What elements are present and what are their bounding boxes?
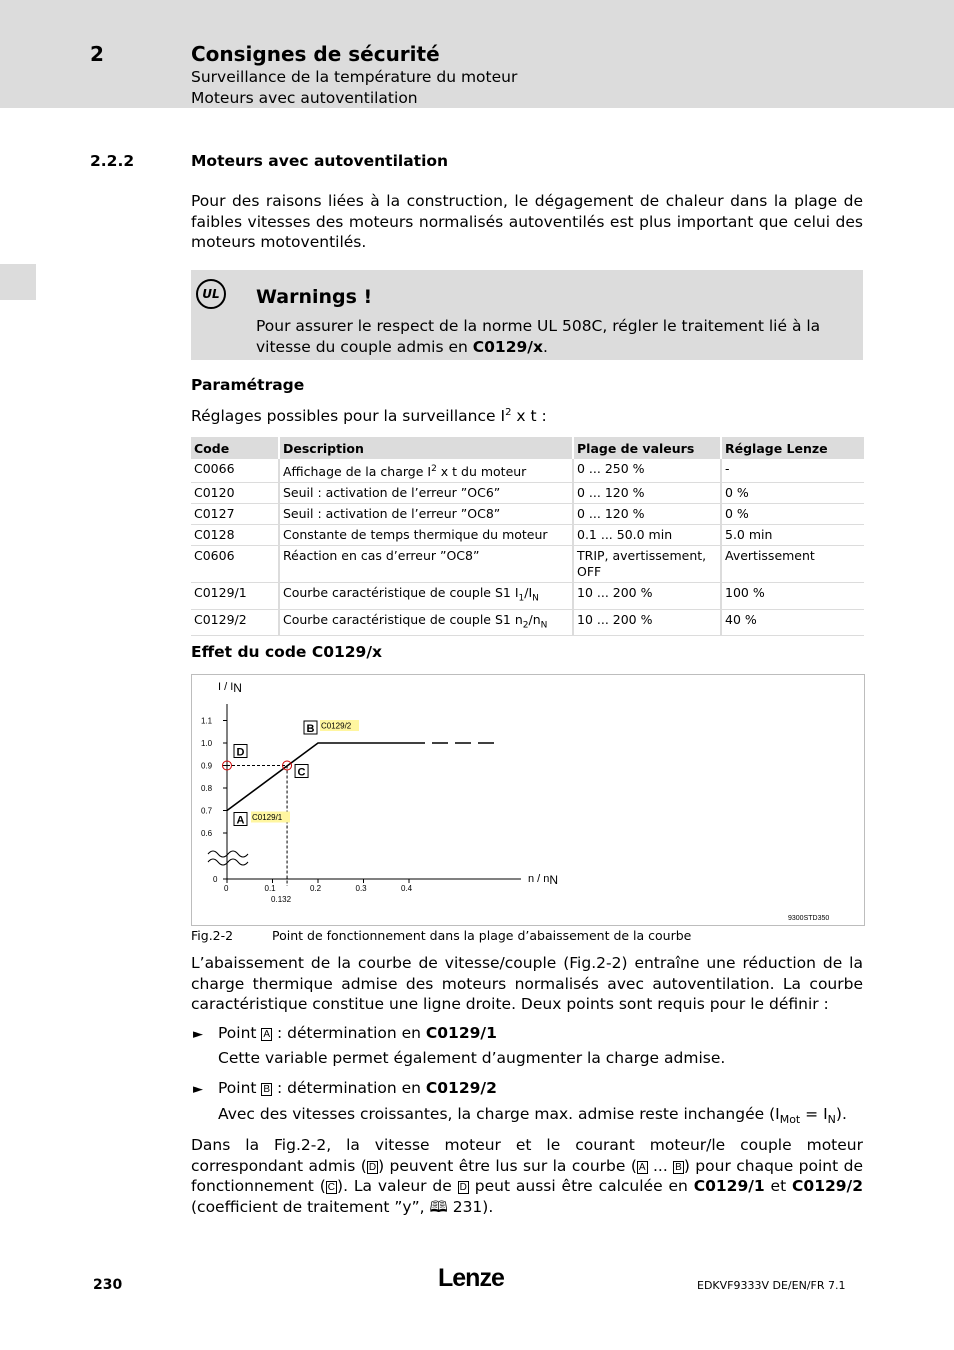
lenze-logo: Lenze xyxy=(438,1264,504,1292)
key-box-d: D xyxy=(459,1182,467,1193)
cell-range: 0 ... 120 % xyxy=(573,483,721,504)
section-number: 2.2.2 xyxy=(90,152,135,170)
table-row xyxy=(191,609,864,636)
point-b-label: B xyxy=(306,723,315,735)
table-row xyxy=(191,504,864,525)
figure-id: 9300STD350 xyxy=(788,915,830,922)
cell-code: C0128 xyxy=(191,525,279,546)
effect-heading: Effet du code C0129/x xyxy=(191,643,383,661)
column-header-description: Description xyxy=(279,437,573,459)
cell-default: 5.0 min xyxy=(721,525,864,546)
derating-chart xyxy=(191,674,864,926)
key-box-a: A xyxy=(638,1161,646,1173)
y-tick-label: 0 xyxy=(213,875,218,884)
key-box-b: B xyxy=(675,1161,682,1173)
key-box-c: C xyxy=(327,1182,336,1193)
cell-code: C0129/1 xyxy=(191,583,279,610)
cell-default: Avertissement xyxy=(721,546,864,583)
cell-range: 0 ... 120 % xyxy=(573,504,721,525)
y-tick-label: 0.6 xyxy=(201,829,213,838)
cell-range: 0.1 ... 50.0 min xyxy=(573,525,721,546)
warning-title: Warnings ! xyxy=(256,286,373,308)
parametrage-heading: Paramétrage xyxy=(191,376,305,394)
key-box-d: D xyxy=(368,1161,377,1173)
cell-code: C0129/2 xyxy=(191,609,279,636)
key-box-a: A xyxy=(263,1029,271,1040)
point-a-label: A xyxy=(236,814,245,827)
cell-description: Réaction en cas d’erreur ”OC8” xyxy=(279,546,573,583)
cell-range: 10 ... 200 % xyxy=(573,583,721,610)
table-row xyxy=(191,483,864,504)
cell-default: - xyxy=(721,459,864,483)
bullet-marker: ► xyxy=(193,1082,203,1097)
warning-text: Pour assurer le respect de la norme UL 508C, régler le traitement lié à la vitesse du couple admis en C0129/x. xyxy=(256,317,821,356)
cell-code: C0120 xyxy=(191,483,279,504)
table-row xyxy=(191,525,864,546)
x-axis-label: n / nN xyxy=(528,873,559,887)
key-box-b: B xyxy=(263,1084,271,1095)
figure-caption: Point de fonctionnement dans la plage d’abaissement de la courbe xyxy=(272,928,692,943)
table-row xyxy=(191,459,864,483)
column-header-default: Réglage Lenze xyxy=(721,437,864,459)
x-extra-tick-label: 0.132 xyxy=(271,895,292,904)
bullet-1-detail: Cette variable permet également d’augmenter la charge admise. xyxy=(218,1049,726,1067)
point-c-label: C xyxy=(297,766,306,779)
cell-code: C0127 xyxy=(191,504,279,525)
bullet-2-detail: Avec des vitesses croissantes, la charge max. admise reste inchangée $(I_{Mot} = I_N)$. xyxy=(218,1105,847,1127)
parametrage-intro: Réglages possibles pour la surveillance $I^2$ x t : xyxy=(191,407,547,426)
x-tick-label: 0.2 xyxy=(310,884,322,893)
cell-code: C0606 xyxy=(191,546,279,583)
warning-code: C0129/x xyxy=(472,337,543,356)
column-header-range: Plage de valeurs xyxy=(573,437,721,459)
cell-description: Affichage de la charge $I^2$ x t du moteur xyxy=(279,459,573,483)
bullet-2: Point B : détermination en C0129/2 xyxy=(218,1079,497,1097)
header-subtitle-2: Moteurs avec autoventilation xyxy=(191,89,418,107)
cell-range: 0 ... 250 % xyxy=(573,459,721,483)
y-tick-label: 0.7 xyxy=(201,806,213,816)
cell-code: C0066 xyxy=(191,459,279,483)
figure-caption-number: Fig.2-2 xyxy=(191,928,234,943)
column-header-code: Code xyxy=(191,437,279,459)
parameter-table xyxy=(191,437,864,636)
page-header xyxy=(0,0,954,108)
intro-paragraph: Pour des raisons liées à la construction, le dégagement de chaleur dans la plage de faibles vitesses des moteurs normalisés autoventilés est plus important que celui des moteurs motoventilés. xyxy=(191,192,863,251)
table-row xyxy=(191,546,864,583)
chapter-title: Consignes de sécurité xyxy=(191,42,440,66)
cell-range: TRIP, avertissement, OFF xyxy=(573,546,721,583)
axis-break-top xyxy=(208,851,248,857)
table-header-row xyxy=(191,437,864,459)
page-number: 230 xyxy=(93,1277,123,1293)
book-icon: 🕮 xyxy=(429,1197,448,1216)
cell-default: 0 % xyxy=(721,504,864,525)
chapter-number: 2 xyxy=(90,42,104,66)
x-tick-label: 0.1 xyxy=(264,884,276,893)
section-title: Moteurs avec autoventilation xyxy=(191,152,449,170)
code-label-c0129-2: C0129/2 xyxy=(321,721,352,731)
body-paragraph-2: Dans la Fig.2-2, la vitesse moteur et le courant moteur/le couple moteur correspondant admis ( D ) peuvent être lus sur la courbe ( A ... B ) pour chaque point de fonctionnement ( C ). La valeur de D peut aussi être calculée en C0129/1 et C0129/2 (coefficient de traitement ”y”, 🕮 231). xyxy=(191,1136,863,1216)
y-axis-label: I / IN xyxy=(218,681,242,695)
bullet-marker: ► xyxy=(193,1027,203,1042)
cell-default: 0 % xyxy=(721,483,864,504)
body-paragraph-1: L’abaissement de la courbe de vitesse/couple (Fig.2-2) entraîne une réduction de la charge thermique admise des moteurs normalisés avec autoventilation. La courbe caractéristique constitue une ligne droite. Deux points sont requis pour le définir : xyxy=(191,954,863,1013)
x-tick-label: 0 xyxy=(224,884,229,893)
cell-description: Seuil : activation de l’erreur ”OC6” xyxy=(279,483,573,504)
axis-break-bottom xyxy=(208,859,248,865)
x-tick-label: 0.3 xyxy=(355,884,367,893)
x-tick-label: 0.4 xyxy=(401,884,413,893)
cell-default: 100 % xyxy=(721,583,864,610)
point-d-label: D xyxy=(236,746,245,759)
document-id: EDKVF9333V DE/EN/FR 7.1 xyxy=(697,1279,846,1292)
table-row xyxy=(191,583,864,610)
y-tick-label: 0.9 xyxy=(201,761,213,771)
cell-description: Seuil : activation de l’erreur ”OC8” xyxy=(279,504,573,525)
code-label-c0129-1: C0129/1 xyxy=(252,813,283,822)
y-tick-label: 1.0 xyxy=(201,739,213,748)
cell-description: Courbe caractéristique de couple S1 $n_2/n_N$ xyxy=(279,609,573,636)
bullet-1: Point A : détermination en C0129/1 xyxy=(218,1024,497,1042)
y-tick-label: 0.8 xyxy=(201,784,213,793)
y-tick-label: 1.1 xyxy=(201,716,213,726)
cell-description: Constante de temps thermique du moteur xyxy=(279,525,573,546)
cell-default: 40 % xyxy=(721,609,864,636)
ul-icon: UL xyxy=(196,279,226,309)
cell-range: 10 ... 200 % xyxy=(573,609,721,636)
cell-description: Courbe caractéristique de couple S1 $I_1/I_N$ xyxy=(279,583,573,610)
chapter-side-tab xyxy=(0,264,36,300)
header-subtitle-1: Surveillance de la température du moteur xyxy=(191,68,518,86)
derating-curve xyxy=(227,743,409,811)
